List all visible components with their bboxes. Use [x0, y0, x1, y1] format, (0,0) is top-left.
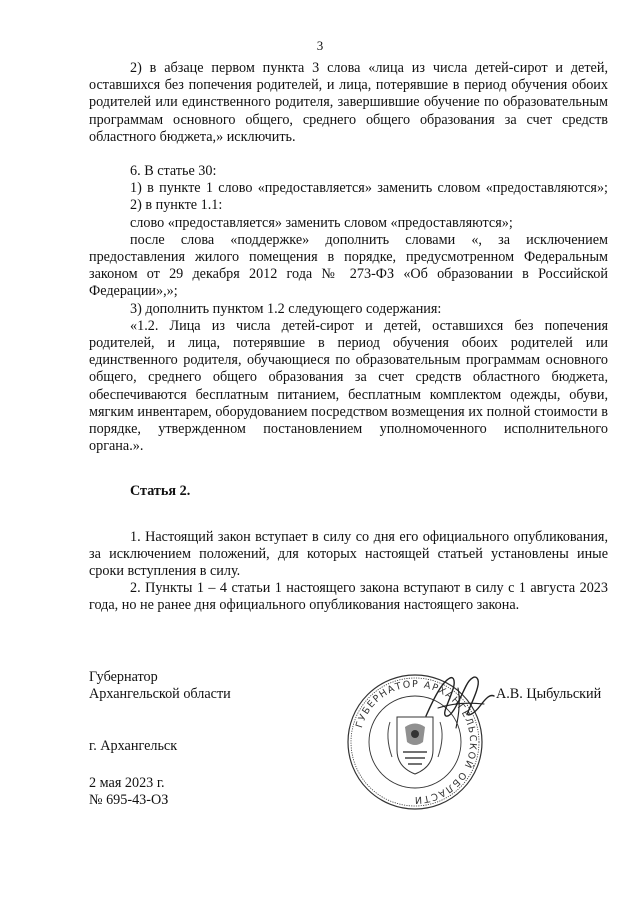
- paragraph-item-2-a: слово «предоставляется» заменить словом «предоставляются»;: [130, 214, 513, 231]
- paragraph-item-2-b: после слова «поддержке» дополнить словами «, за исключением предоставления жилого помещения в порядке, предусмотренном Федеральным законом от 29 декабря 2012 года № 273-ФЗ «Об образовании в Российской Федерации»,»;: [89, 231, 608, 300]
- date: 2 мая 2023 г.: [89, 775, 165, 791]
- document-body: [89, 60, 608, 615]
- paragraph-item-1: 1) в пункте 1 слово «предоставляется» заменить словом «предоставляются»;: [130, 180, 608, 197]
- page-number: 3: [316, 38, 324, 53]
- paragraph-item-2: 2) в пункте 1.1:: [130, 197, 223, 214]
- signature-title-line1: Губернатор: [89, 669, 158, 685]
- paragraph-art2-2: 2. Пункты 1 – 4 статьи 1 настоящего закона вступают в силу с 1 августа 2023 года, но не ранее дня официального опубликования настоящего закона.: [89, 580, 608, 614]
- handwritten-signature-icon: [420, 668, 500, 738]
- paragraph-1: 2) в абзаце первом пункта 3 слова «лица из числа детей-сирот и детей, оставшихся без попечения родителей, и лица, потерявшие в период обучения обоих родителей или единственного родителя, завершившие обучение по образовательным программам основного общего, среднего общего образования за счет средств областного бюджета,» исключить.: [89, 60, 608, 145]
- signature-title-line2: Архангельской области: [89, 686, 231, 702]
- law-number: № 695-43-ОЗ: [89, 792, 169, 808]
- seal-text: ГУБЕРНАТОР АРХАНГЕЛЬСКОЙ ОБЛАСТИ: [353, 678, 479, 806]
- article-2-heading: Статья 2.: [130, 483, 191, 500]
- paragraph-art2-1: 1. Настоящий закон вступает в силу со дня его официального опубликования, за исключением положений, для которых настоящей статьей установлены иные сроки вступления в силу.: [89, 528, 608, 580]
- place: г. Архангельск: [89, 738, 178, 754]
- paragraph-article-30: 6. В статье 30:: [130, 163, 217, 180]
- signature-name: А.В. Цыбульский: [496, 686, 602, 702]
- paragraph-item-3: 3) дополнить пунктом 1.2 следующего содержания:: [130, 300, 442, 317]
- paragraph-item-1-2: «1.2. Лица из числа детей-сирот и детей, оставшихся без попечения родителей, и лица, потерявшие в период обучения обоих родителей или единственного родителя, обучающиеся по образовательным программам основного общего, среднего общего образования за счет средств областного бюджета, обеспечиваются бесплатным питанием, бесплатным комплектом одежды, обуви, мягким инвентарем, оборудованием посредством возмещения их полной стоимости в порядке, утвержденном постановлением уполномоченного исполнительного органа.».: [89, 317, 608, 455]
